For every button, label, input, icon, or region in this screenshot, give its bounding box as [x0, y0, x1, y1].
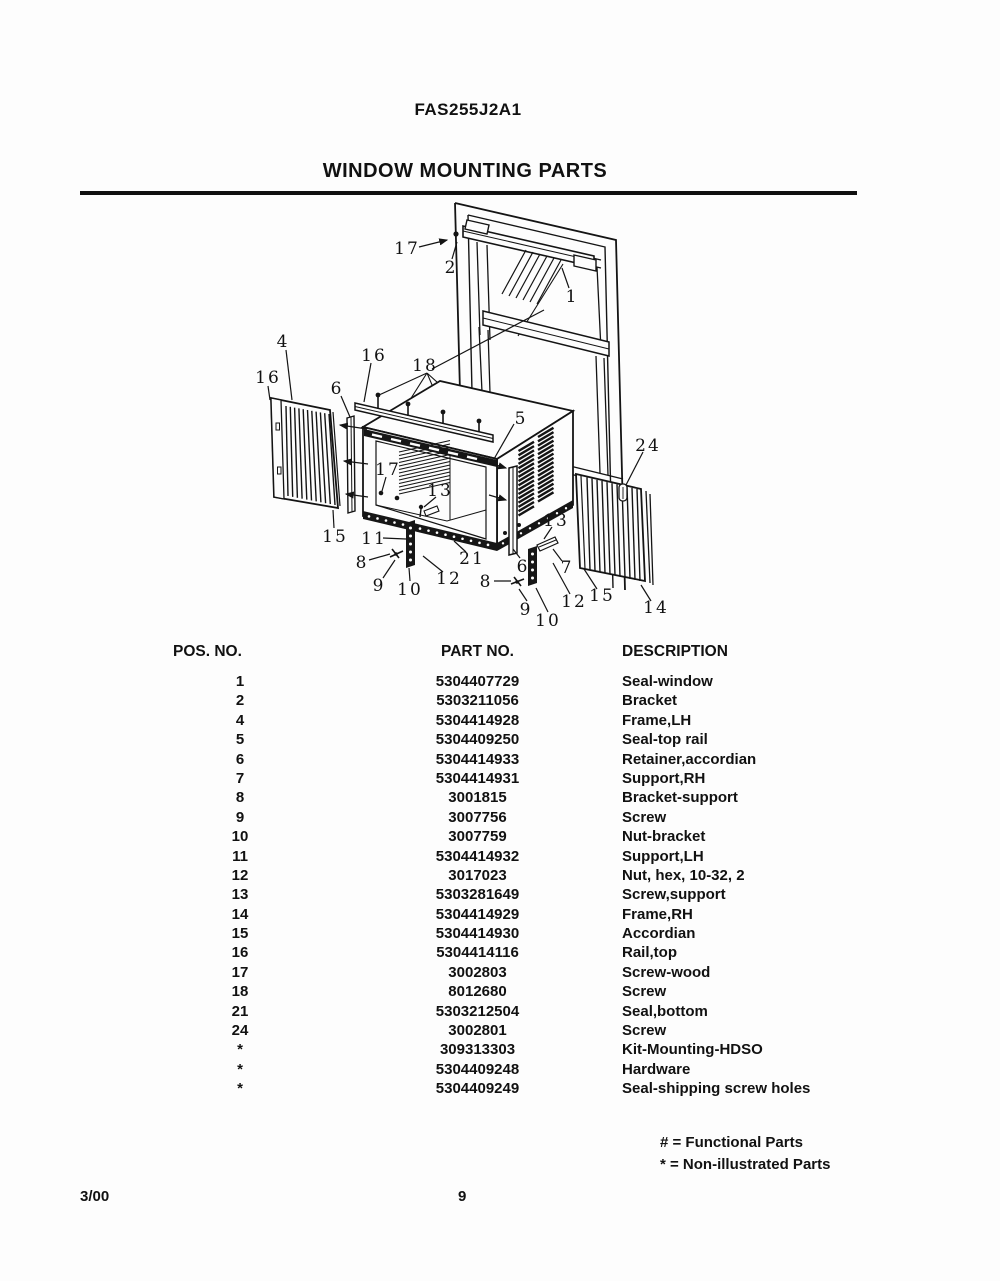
pos-cell: 24	[231, 1022, 249, 1040]
table-row	[170, 1002, 870, 1021]
part-cell: 5303212504	[435, 1002, 520, 1020]
desc-cell: Frame,RH	[622, 905, 693, 923]
part-cell: 3007759	[448, 828, 507, 846]
part-cell: 5304414931	[435, 769, 520, 787]
part-cell: 5304407729	[435, 673, 520, 690]
callout-label: 8	[479, 572, 493, 592]
pos-cell: 18	[231, 983, 249, 1001]
callout-label: 9	[372, 576, 386, 596]
table-row	[170, 808, 870, 827]
legend-functional: # = Functional Parts	[660, 1134, 803, 1151]
pos-cell: 15	[231, 925, 249, 943]
table-row	[170, 943, 870, 962]
pos-cell: 2	[235, 692, 245, 710]
table-row	[170, 924, 870, 943]
pos-cell: 4	[235, 711, 245, 729]
callout-label: 7	[560, 558, 574, 578]
header-part-no: PART NO.	[441, 643, 514, 660]
callout-label: 6	[516, 557, 530, 577]
pos-cell: 9	[235, 808, 245, 826]
callout-label: 24	[635, 436, 661, 456]
part-cell: 3002801	[448, 1022, 507, 1040]
pos-cell: 17	[231, 963, 249, 981]
desc-cell: Nut-bracket	[622, 828, 706, 846]
model-number: FAS255J2A1	[414, 100, 522, 119]
part-cell: 5304414930	[435, 925, 520, 943]
part-cell: 5304409248	[435, 1060, 520, 1078]
callout-label: 2	[444, 258, 458, 278]
table-row	[170, 866, 870, 885]
part-cell: 5303211056	[436, 692, 519, 710]
pos-cell: 5	[235, 731, 245, 749]
screw-wood-top	[453, 231, 458, 236]
desc-cell: Frame,LH	[622, 711, 692, 729]
window-mounting-diagram	[0, 195, 1000, 640]
callout-leader	[369, 554, 390, 560]
part-cell: 3001815	[448, 789, 507, 807]
table-row	[170, 827, 870, 846]
table-row	[170, 730, 870, 749]
table-row	[170, 885, 870, 904]
desc-cell: Support,LH	[622, 847, 704, 865]
table-row	[170, 788, 870, 807]
callout-leader	[286, 350, 292, 400]
callout-label: 15	[589, 586, 615, 606]
desc-cell: Retainer,accordian	[622, 750, 757, 768]
pos-cell: 7	[235, 769, 245, 787]
table-row	[170, 963, 870, 982]
footer-date-code: 3/00	[80, 1188, 110, 1205]
desc-cell: Accordian	[622, 925, 696, 943]
callout-label: 13	[427, 481, 453, 501]
table-row	[170, 1040, 870, 1059]
callout-label: 4	[276, 332, 290, 352]
pos-cell: 11	[232, 847, 248, 865]
part-cell: 3017023	[448, 866, 507, 884]
callout-label: 10	[535, 611, 561, 631]
screw-wood-front	[379, 491, 384, 496]
parts-table	[170, 643, 870, 1099]
pos-cell: 13	[231, 886, 249, 904]
header-description: DESCRIPTION	[622, 643, 728, 660]
callout-leader	[268, 386, 270, 400]
desc-cell: Screw	[622, 1022, 667, 1040]
pos-cell: 21	[231, 1002, 249, 1020]
legend	[660, 1132, 830, 1175]
table-row	[170, 691, 870, 710]
desc-cell: Seal-window	[622, 673, 713, 690]
part-cell: 5304409249	[435, 1080, 520, 1098]
callout-label: 14	[643, 598, 669, 618]
part-cell: 309313303	[439, 1041, 516, 1059]
screw-support-right	[537, 537, 558, 551]
pos-cell: 12	[231, 866, 249, 884]
desc-cell: Screw-wood	[622, 963, 711, 981]
page-title: WINDOW MOUNTING PARTS	[322, 160, 608, 182]
part-cell: 5304414929	[435, 905, 520, 923]
callout-label: 18	[412, 356, 438, 376]
callout-label: 11	[361, 529, 387, 549]
part-cell: 5304414932	[435, 847, 520, 865]
table-row	[170, 1079, 870, 1098]
exploded-parts-diagram	[0, 195, 1000, 640]
parts-table-header	[170, 643, 870, 663]
pos-cell: 1	[235, 673, 245, 690]
part-cell: 3002803	[448, 963, 507, 981]
desc-cell: Support,RH	[622, 769, 706, 787]
desc-cell: Seal-shipping screw holes	[622, 1080, 811, 1098]
desc-cell: Screw	[622, 983, 667, 1001]
support-lh-part	[406, 520, 415, 568]
part-cell: 5304409250	[435, 731, 520, 749]
pos-cell: *	[237, 1041, 243, 1059]
legend-non-illustrated: * = Non-illustrated Parts	[660, 1155, 831, 1173]
desc-cell: Seal-top rail	[622, 731, 708, 749]
table-row	[170, 1021, 870, 1040]
callout-label: 9	[519, 600, 533, 620]
part-cell: 8012680	[448, 983, 507, 1001]
callout-leader	[333, 510, 334, 528]
callout-leader	[536, 588, 548, 612]
callout-label: 16	[255, 368, 281, 388]
bracket-support-right	[511, 577, 524, 586]
callout-label: 12	[561, 592, 587, 612]
part-cell: 3007756	[448, 808, 507, 826]
retainer-right-part	[509, 466, 517, 555]
table-row	[170, 750, 870, 769]
callout-leader	[626, 452, 643, 485]
accordion-right-illustration	[576, 474, 653, 585]
callout-label: 5	[514, 409, 528, 429]
pos-cell: 14	[231, 905, 249, 923]
desc-cell: Kit-Mounting-HDSO	[622, 1041, 763, 1059]
callout-leader	[364, 363, 371, 402]
part-cell: 5304414928	[435, 711, 520, 729]
pos-cell: 6	[235, 750, 245, 768]
table-row	[170, 847, 870, 866]
parts-table-body	[170, 672, 870, 1099]
desc-cell: Seal,bottom	[622, 1002, 708, 1020]
desc-cell: Screw,support	[622, 886, 726, 904]
callout-label: 12	[436, 569, 462, 589]
header-pos-no: POS. NO.	[173, 643, 242, 660]
callout-label: 13	[543, 511, 569, 531]
bracket-support-left	[390, 549, 403, 558]
desc-cell: Hardware	[622, 1060, 691, 1078]
accordion-left-illustration	[271, 398, 355, 513]
callout-leader	[419, 240, 447, 247]
screw-wood-front	[395, 496, 400, 501]
footer-page-number: 9	[458, 1188, 467, 1205]
pos-cell: *	[237, 1080, 243, 1098]
desc-cell: Bracket-support	[622, 789, 738, 807]
desc-cell: Screw	[622, 808, 667, 826]
callout-label: 21	[459, 549, 485, 569]
pos-cell: 10	[231, 828, 249, 846]
pos-cell: 16	[231, 944, 249, 962]
callout-leader	[562, 268, 569, 288]
part-cell: 5304414933	[435, 750, 520, 768]
part-cell: 5304414116	[436, 944, 519, 962]
desc-cell: Nut, hex, 10-32, 2	[622, 866, 745, 884]
callout-label: 10	[397, 580, 423, 600]
pos-cell: 8	[235, 789, 245, 807]
table-row	[170, 711, 870, 730]
part-cell: 5303281649	[435, 886, 520, 904]
table-row	[170, 1060, 870, 1079]
table-row	[170, 905, 870, 924]
callout-label: 17	[394, 239, 420, 259]
callout-label: 6	[330, 379, 344, 399]
callout-leader	[341, 396, 350, 417]
table-row	[170, 982, 870, 1001]
pos-cell: *	[237, 1060, 243, 1078]
table-row	[170, 769, 870, 788]
desc-cell: Rail,top	[622, 944, 677, 962]
table-row	[170, 672, 870, 691]
callout-label: 1	[565, 287, 579, 307]
callout-label: 15	[322, 527, 348, 547]
callout-label: 16	[361, 346, 387, 366]
desc-cell: Bracket	[622, 692, 678, 710]
callout-label: 8	[355, 553, 369, 573]
callout-label: 17	[375, 460, 401, 480]
